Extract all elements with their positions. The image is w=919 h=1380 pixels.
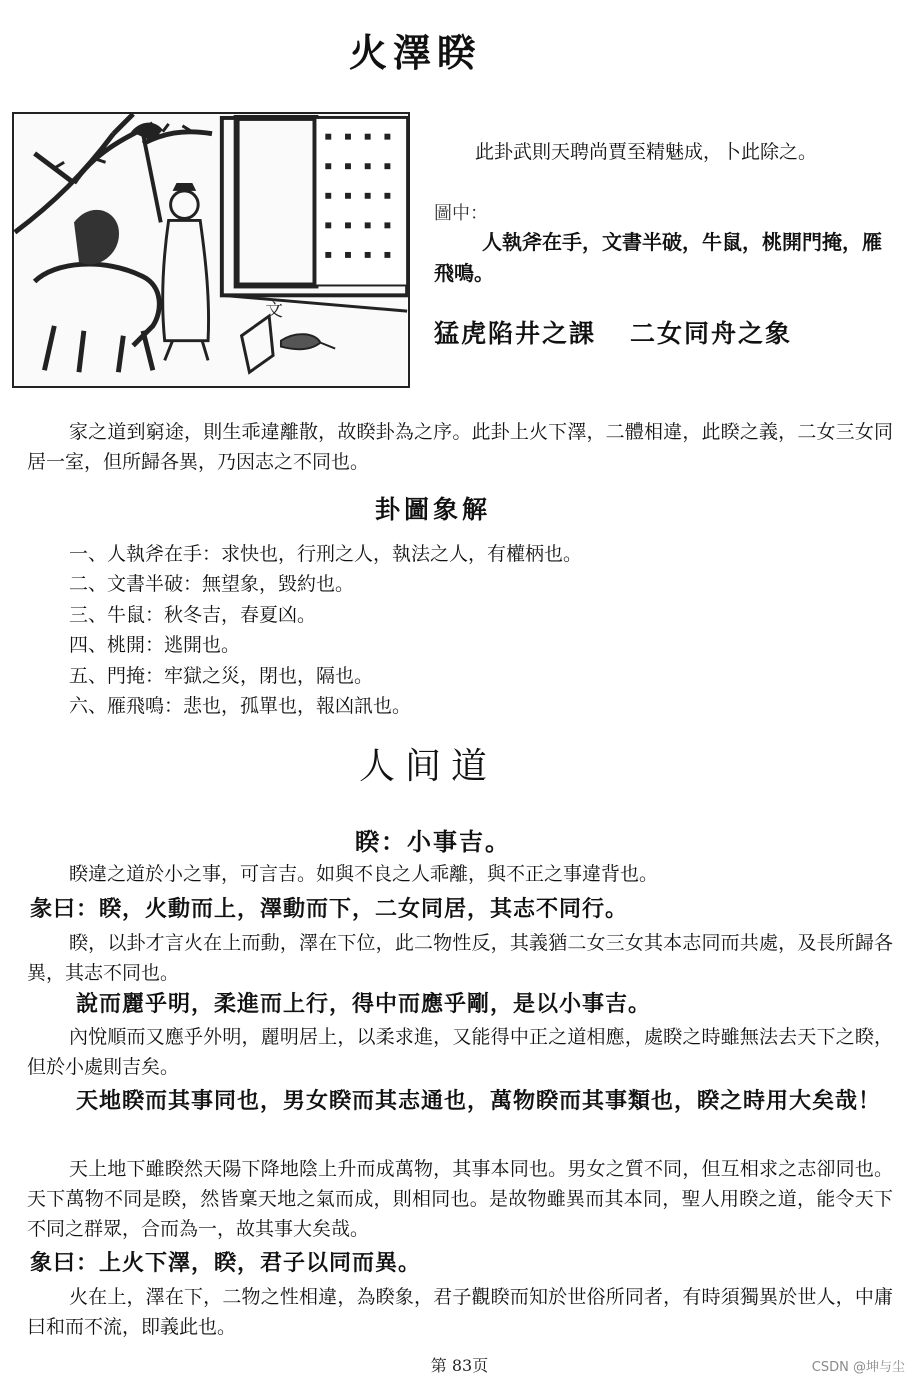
tuan-commentary-1: 睽，以卦才言火在上而動，澤在下位，此二物性反，其義猶二女三女其本志同而共處，及長所歸各異，其志不同也。 [27, 932, 893, 984]
list-item: 三、牛鼠：秋冬吉，春夏凶。 [69, 603, 317, 626]
illustration-wen-char: 文 [265, 301, 283, 322]
paragraph-intro: 家之道到窮途，則生乖違離散，故睽卦為之序。此卦上火下澤，二體相違，此睽之義，二女三女同居一室，但所歸各異，乃因志之不同也。 [27, 421, 893, 473]
intro-text: 此卦武則天聘尚賈至精魅成，卜此除之。 [475, 141, 818, 163]
tuan-commentary-3: 天上地下雖睽然天陽下降地陰上升而成萬物，其事本同也。男女之質不同，但互相求之志卻同也。天下萬物不同是睽，然皆稟天地之氣而成，則相同也。是故物雖異而其本同，聖人用睽之道，能令天下不同之群眾，合而為一，故其事大矣哉。 [27, 1158, 893, 1240]
woodcut-illustration [12, 112, 410, 388]
list-item: 六、雁飛鳴：悲也，孤單也，報凶訊也。 [69, 695, 412, 718]
chapter-heading: 人间道 [358, 746, 497, 787]
figure-label: 圖中： [434, 203, 488, 224]
list-item: 二、文書半破：無望象，毀約也。 [69, 573, 355, 596]
judgment-text: 睽：小事吉。 [355, 827, 511, 856]
explanation-list [69, 539, 582, 721]
omen-second: 二女同舟之象 [630, 319, 793, 348]
page-number: 第 83页 [430, 1356, 489, 1375]
tuan-quote-1: 彖曰：睽，火動而上，澤動而下，二女同居，其志不同行。 [30, 896, 629, 922]
tuan-quote-2: 說而麗乎明，柔進而上行，得中而應乎剛，是以小事吉。 [76, 991, 652, 1017]
list-item: 五、門掩：牢獄之災，閉也，隔也。 [69, 664, 374, 687]
omen-line [434, 314, 792, 350]
xiang-quote: 象曰：上火下澤，睽，君子以同而異。 [30, 1250, 422, 1276]
tuan-quote-3: 天地睽而其事同也，男女睽而其志通也，萬物睽而其事類也，睽之時用大矣哉！ [76, 1088, 882, 1114]
watermark: CSDN @坤与尘 [811, 1360, 905, 1375]
figure-description: 人執斧在手，文書半破，牛鼠，桃開門掩，雁飛鳴。 [434, 230, 882, 285]
list-item: 四、桃開：逃開也。 [69, 634, 241, 657]
omen-first: 猛虎陷井之課 [434, 319, 597, 348]
tuan-commentary-2: 內悅順而又應乎外明，麗明居上，以柔求進，又能得中正之道相應，處睽之時雖無法去天下之睽，但於小處則吉矣。 [27, 1026, 893, 1078]
judgment-commentary: 睽違之道於小之事，可言吉。如與不良之人乖離，與不正之事違背也。 [69, 863, 659, 885]
hexagram-title: 火澤睽 [348, 30, 481, 75]
list-item: 一、人執斧在手：求快也，行刑之人，執法之人，有權柄也。 [69, 543, 583, 565]
section-title: 卦圖象解 [374, 495, 491, 524]
xiang-commentary: 火在上，澤在下，二物之性相違，為睽象，君子觀睽而知於世俗所同者，有時須獨異於世人，中庸曰和而不流，即義此也。 [27, 1286, 893, 1338]
illustration-drawing [14, 114, 408, 386]
